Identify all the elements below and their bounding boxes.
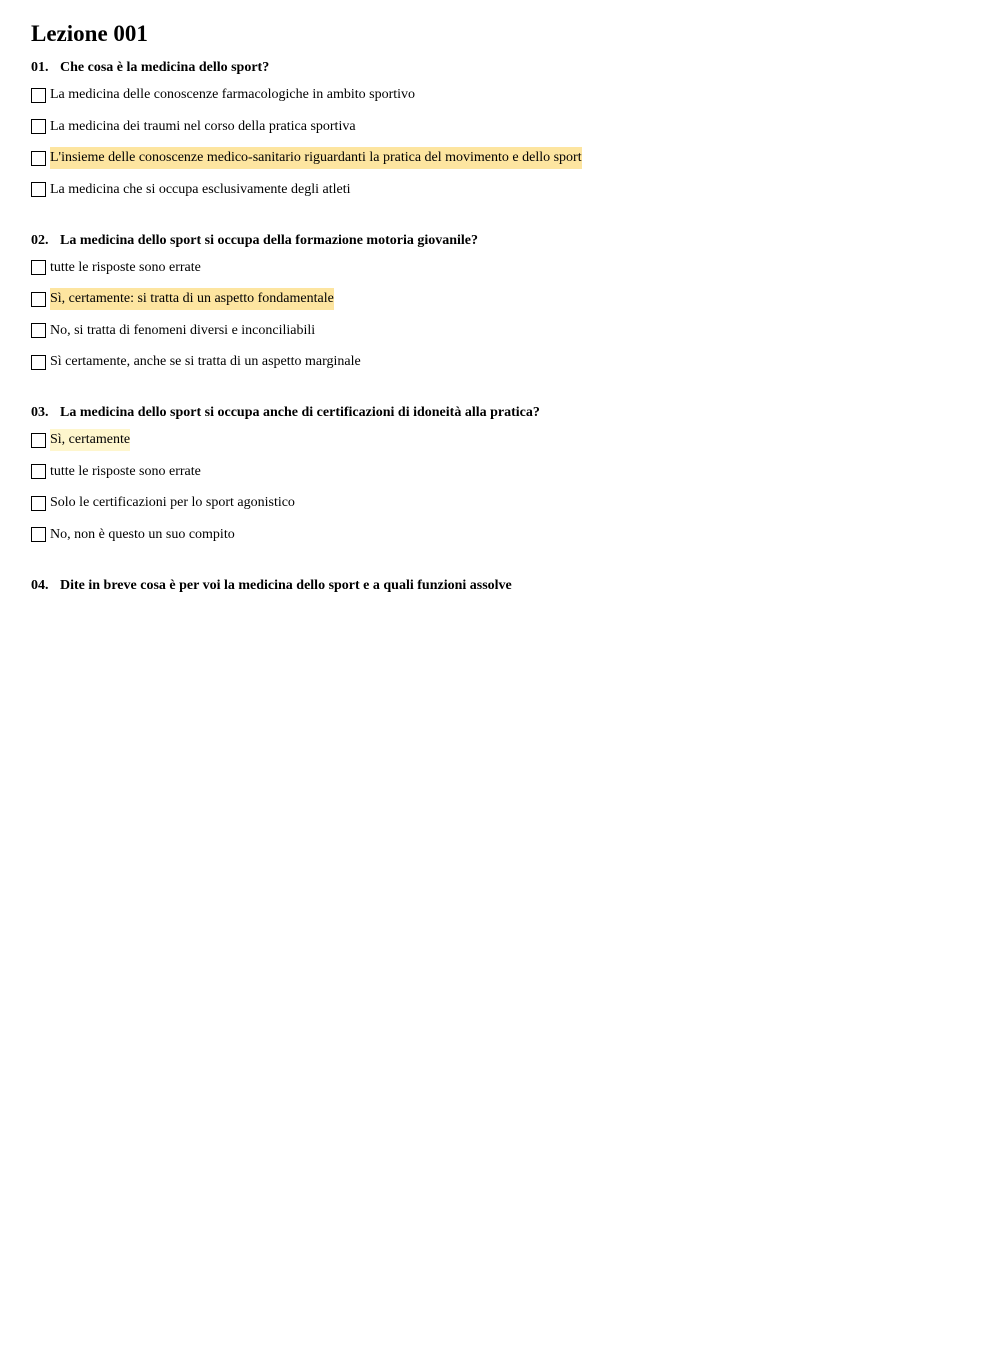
- question-text: [31, 403, 971, 423]
- answer-option[interactable]: [31, 179, 971, 201]
- answer-option[interactable]: [31, 524, 971, 546]
- answer-option[interactable]: [31, 429, 971, 451]
- answer-label: La medicina dei traumi nel corso della pratica sportiva: [50, 118, 356, 134]
- answer-label: No, non è questo un suo compito: [50, 526, 235, 542]
- question-label: Dite in breve cosa è per voi la medicina dello sport e a quali funzioni assolve: [60, 577, 512, 593]
- answer-checkbox[interactable]: [31, 292, 46, 307]
- answer-checkbox[interactable]: [31, 527, 46, 542]
- answer-label-highlighted: Sì, certamente: [50, 429, 130, 451]
- answer-label: tutte le risposte sono errate: [50, 463, 201, 479]
- answer-option[interactable]: [31, 461, 971, 483]
- answer-label: Sì certamente, anche se si tratta di un aspetto marginale: [50, 354, 361, 369]
- answer-checkbox[interactable]: [31, 182, 46, 197]
- answer-option[interactable]: [31, 492, 971, 514]
- answer-option[interactable]: [31, 288, 971, 310]
- question-label: La medicina dello sport si occupa della formazione motoria giovanile?: [60, 232, 479, 248]
- answer-checkbox[interactable]: [31, 119, 46, 134]
- answer-checkbox[interactable]: [31, 151, 46, 166]
- question-text: [31, 231, 971, 251]
- answer-option[interactable]: [31, 351, 971, 373]
- answer-label: La medicina che si occupa esclusivamente degli atleti: [50, 181, 351, 197]
- answer-checkbox[interactable]: [31, 355, 46, 370]
- answer-label-highlighted: L'insieme delle conoscenze medico-sanitario riguardanti la pratica del movimento e dello sport: [50, 147, 582, 169]
- answer-checkbox[interactable]: [31, 323, 46, 338]
- answer-label-highlighted: Sì, certamente: si tratta di un aspetto fondamentale: [50, 288, 334, 310]
- answer-label: Solo le certificazioni per lo sport agonistico: [50, 495, 295, 510]
- answer-checkbox[interactable]: [31, 464, 46, 479]
- question-01: [31, 58, 971, 201]
- question-04: [31, 576, 971, 596]
- question-label: La medicina dello sport si occupa anche di certificazioni di idoneità alla pratica?: [60, 405, 540, 420]
- answer-options: [31, 257, 971, 374]
- answer-option[interactable]: [31, 147, 971, 169]
- question-number: 02.: [31, 232, 49, 248]
- answer-label: No, si tratta di fenomeni diversi e inconciliabili: [50, 322, 316, 338]
- answer-label: La medicina delle conoscenze farmacologiche in ambito sportivo: [50, 87, 416, 102]
- question-03: [31, 403, 971, 546]
- answer-option[interactable]: [31, 320, 971, 342]
- question-text: [31, 576, 971, 596]
- question-number: 01.: [31, 60, 49, 75]
- answer-checkbox[interactable]: [31, 88, 46, 103]
- page-title: Lezione 001: [31, 21, 148, 46]
- answer-option[interactable]: [31, 116, 971, 138]
- answer-label: tutte le risposte sono errate: [50, 259, 201, 275]
- question-label: Che cosa è la medicina dello sport?: [60, 60, 270, 75]
- answer-option[interactable]: [31, 257, 971, 279]
- question-number: 03.: [31, 405, 49, 420]
- answer-options: [31, 84, 971, 201]
- question-02: [31, 231, 971, 374]
- answer-checkbox[interactable]: [31, 433, 46, 448]
- answer-options: [31, 429, 971, 546]
- question-number: 04.: [31, 577, 49, 593]
- document-page: [31, 18, 971, 596]
- answer-checkbox[interactable]: [31, 260, 46, 275]
- answer-checkbox[interactable]: [31, 496, 46, 511]
- question-text: [31, 58, 971, 78]
- answer-option[interactable]: [31, 84, 971, 106]
